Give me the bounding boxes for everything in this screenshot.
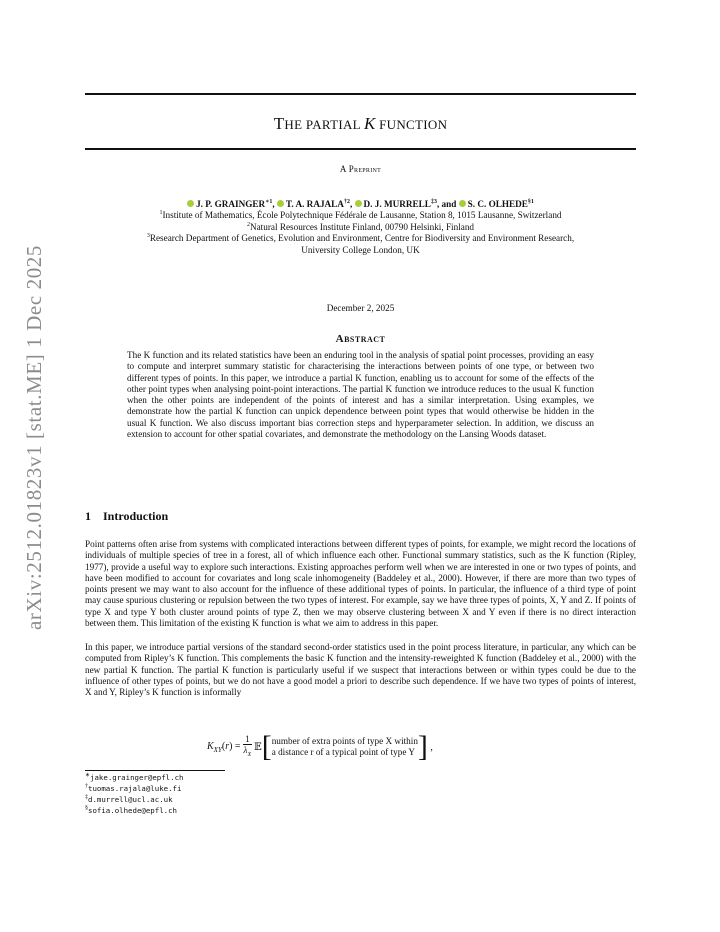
- footnote-email[interactable]: ∗jake.grainger@epfl.ch: [85, 772, 184, 782]
- paper-title: THE PARTIAL K FUNCTION: [273, 114, 448, 133]
- author-list: J. P. $GRAINGER^{∗1}$, T. A. RAJALA$^{\dagger 2}$, D. J. MURRELL$^{\ddagger 3}$, and S. C. OLHEDE$^{\S 1}$: [85, 199, 636, 209]
- orcid-icon[interactable]: [187, 200, 194, 207]
- section-heading: 1 Introduction: [85, 509, 169, 523]
- orcid-icon[interactable]: [355, 200, 362, 207]
- footnote-rule: [85, 770, 225, 771]
- author-name: S. C. OLHEDE: [467, 199, 528, 209]
- abstract-text: The K function and its related statistics have been an enduring tool in the analysis of spatial point processes, providing an easy to compute and interpret summary statistic for characterising the interactions between points of one type, or between two different types of points. In this paper, we introduce a partial K function, enabling us to account for some of the effects of the other point types when analysing point-point interactions. The partial K function we introduce reduces to the usual K function when the other points are independent of the points of interest and has a similar interpretation. Using examples, we demonstrate how the partial K function can unpick dependence between point types that would otherwise be hidden in the usual K function. We also discuss important bias correction steps and hyperparameter selection. In addition, we discuss an extension to account for other spatial covariates, and demonstrate the methodology on the Lansing Woods dataset.: [127, 350, 594, 440]
- footnote-email[interactable]: ‡d.murrell@ucl.ac.uk: [85, 794, 173, 804]
- affiliation: $^1$Institute of Mathematics, École Polytechnique Fédérale de Lausanne, Station 8, 1015 Lausanne, Switzerland: [159, 209, 562, 220]
- affiliation: $^3$Research Department of Genetics, Evolution and Environment, Centre for Biodiversity and Environment Research,: [146, 232, 575, 243]
- affiliation: University College London, UK: [301, 244, 420, 255]
- footnote-email[interactable]: †tuomas.rajala@luke.fi: [85, 783, 182, 793]
- intro-paragraph-1: Point patterns often arise from systems with complicated interactions between different types of points, for example, we might record the locations of individuals of multiple species of tree in a forest, all of which influence each other. Functional summary statistics, such as the K function (Ripley, 1977), provide a useful way to explore such interactions. Existing approaches perform well when we are interested in one or two types of points, and have been modified to account for covariates and long scale inhomogeneity (Baddeley et al., 2000). However, if there are more than two types of points present we may want to also account for the influence of these additional types of points. In particular, the influence of a third type of point may cause spurious clustering or repulsion between the two types of interest. For example, say we have three types of points, X, Y and Z. If points of type X and type Y both cluster around points of type Z, then we may observe clustering between X and Y even if there is no direct interaction between them. This limitation of the existing K function is what we aim to address in this paper.: [85, 539, 636, 629]
- equation-line-1: number of extra points of type X within: [271, 735, 418, 746]
- preprint-label: A Preprint: [339, 164, 382, 174]
- k-function-equation: $K_{XY}(r)$ = $\frac{1}{\lambda_X}$ 𝔼 [ number of extra points of type X within a distance r of a typical point of type Y ] ,: [207, 730, 433, 763]
- author-name: T. A. RAJALA: [285, 199, 344, 209]
- paper-date: December 2, 2025: [326, 303, 395, 313]
- abstract-heading: Abstract: [335, 333, 386, 345]
- title-bottom-rule: [85, 148, 636, 150]
- footnote-email[interactable]: §sofia.olhede@epfl.ch: [85, 805, 177, 815]
- intro-paragraph-2: In this paper, we introduce partial versions of the standard second-order statistics used in the point process literature, in particular, any which can be computed from Ripley’s K function. This complements the basic K function and the intensity-reweighted K function (Baddeley et al., 2000) with the new partial K function. The partial K function is particularly useful if we suspect that interactions between or within types could be due to the influence of other types of points, but we do not have a good model a priori to describe such dependence. If we have two types of points of interest, X and Y, Ripley’s K function is informally: [85, 642, 636, 698]
- equation-line-2: a distance r of a typical point of type Y: [271, 747, 415, 757]
- arxiv-identifier: arXiv:2512.01823v1 [stat.ME] 1 Dec 2025: [22, 244, 46, 630]
- author-name: D. J. MURRELL: [363, 199, 431, 209]
- orcid-icon[interactable]: [459, 200, 466, 207]
- top-rule: [85, 93, 636, 95]
- orcid-icon[interactable]: [277, 200, 284, 207]
- affiliation: $^2$Natural Resources Institute Finland, 00790 Helsinki, Finland: [246, 221, 475, 232]
- author-name: J. P. GRAINGER: [196, 199, 266, 209]
